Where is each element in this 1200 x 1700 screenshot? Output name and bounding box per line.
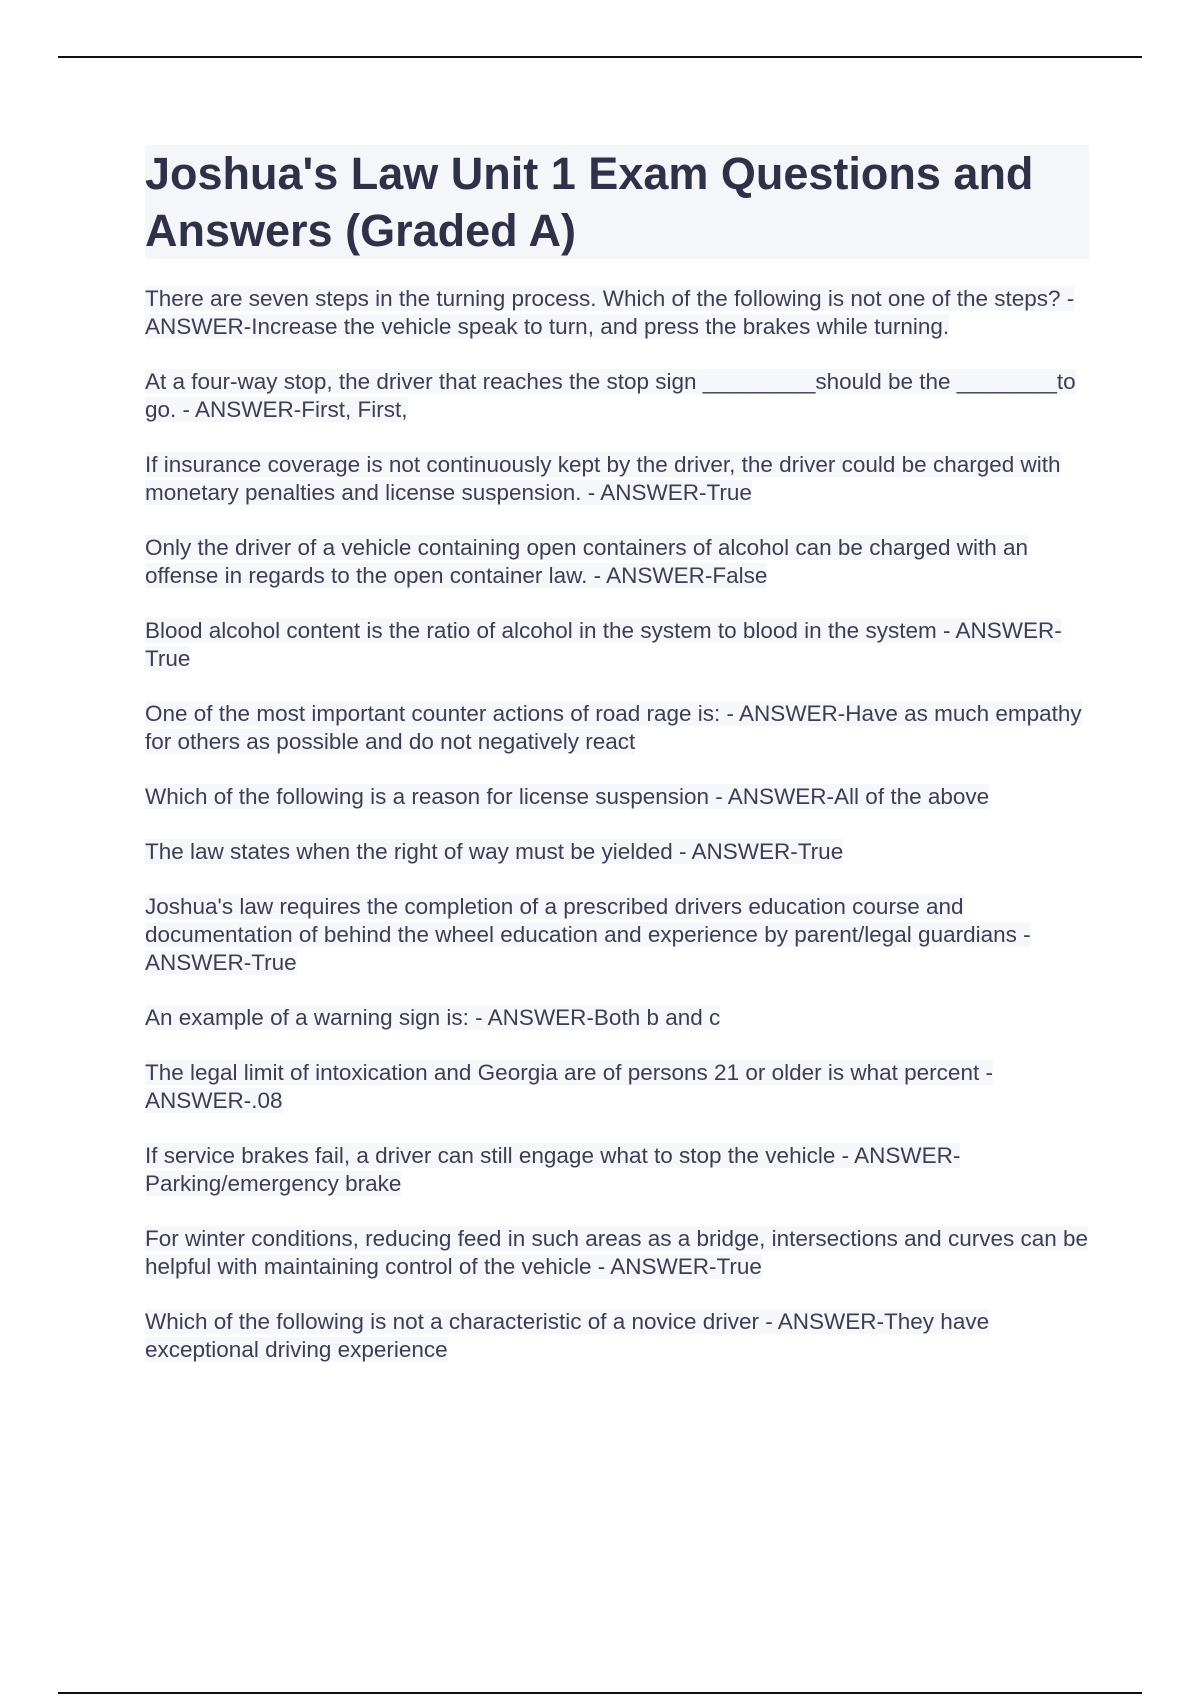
qa-text: One of the most important counter actions of road rage is: - ANSWER-Have as much empathy for others as possible and do not negatively react	[145, 701, 1082, 754]
qa-item	[145, 1059, 1089, 1115]
qa-item	[145, 1142, 1089, 1198]
qa-item	[145, 1225, 1089, 1281]
top-rule	[58, 56, 1142, 58]
qa-text: If service brakes fail, a driver can still engage what to stop the vehicle - ANSWER-Parking/emergency brake	[145, 1143, 961, 1196]
qa-item	[145, 285, 1089, 341]
qa-item	[145, 451, 1089, 507]
qa-text: Blood alcohol content is the ratio of alcohol in the system to blood in the system - ANSWER-True	[145, 618, 1062, 671]
qa-text: The law states when the right of way must be yielded - ANSWER-True	[145, 839, 844, 864]
qa-item	[145, 617, 1089, 673]
qa-item	[145, 893, 1089, 977]
qa-item	[145, 1308, 1089, 1364]
qa-text: For winter conditions, reducing feed in such areas as a bridge, intersections and curves can be helpful with maintaining control of the vehicle - ANSWER-True	[145, 1226, 1089, 1279]
qa-text: Which of the following is not a characteristic of a novice driver - ANSWER-They have exceptional driving experience	[145, 1309, 990, 1362]
qa-text: At a four-way stop, the driver that reaches the stop sign _________should be the ________to go. - ANSWER-First, First,	[145, 369, 1076, 422]
qa-list	[145, 285, 1089, 1364]
qa-text: Joshua's law requires the completion of a prescribed drivers education course and documentation of behind the wheel education and experience by parent/legal guardians - ANSWER-True	[145, 894, 1031, 975]
document-body	[145, 145, 1089, 1391]
bottom-rule	[58, 1692, 1142, 1694]
qa-text: Only the driver of a vehicle containing open containers of alcohol can be charged with an offense in regards to the open container law. - ANSWER-False	[145, 535, 1029, 588]
title-block	[145, 145, 1089, 259]
qa-item	[145, 700, 1089, 756]
qa-text: An example of a warning sign is: - ANSWER-Both b and c	[145, 1005, 721, 1030]
qa-item	[145, 1004, 1089, 1032]
qa-text: There are seven steps in the turning process. Which of the following is not one of the steps? - ANSWER-Increase the vehicle speak to turn, and press the brakes while turning.	[145, 286, 1075, 339]
qa-text: If insurance coverage is not continuously kept by the driver, the driver could be charged with monetary penalties and license suspension. - ANSWER-True	[145, 452, 1061, 505]
qa-item	[145, 534, 1089, 590]
qa-item	[145, 783, 1089, 811]
qa-item	[145, 368, 1089, 424]
document-title: Joshua's Law Unit 1 Exam Questions and Answers (Graded A)	[145, 148, 1034, 256]
qa-text: Which of the following is a reason for license suspension - ANSWER-All of the above	[145, 784, 990, 809]
qa-text: The legal limit of intoxication and Georgia are of persons 21 or older is what percent - ANSWER-.08	[145, 1060, 993, 1113]
qa-item	[145, 838, 1089, 866]
